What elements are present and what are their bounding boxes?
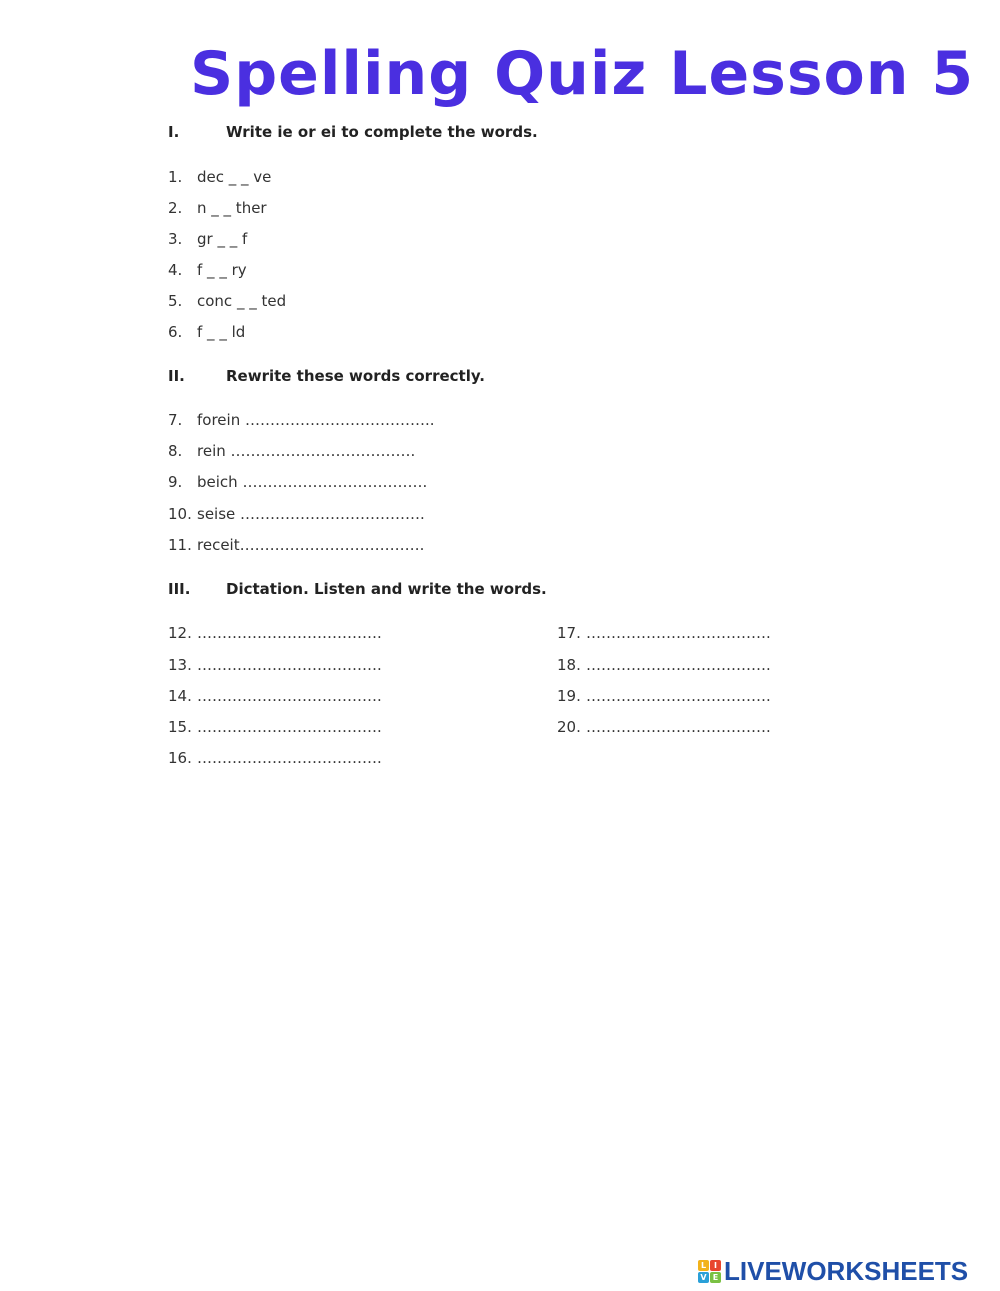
list-item[interactable]: 3. gr _ _ f (168, 230, 248, 248)
list-item[interactable]: 7. forein ……………………………….. (168, 411, 435, 429)
liveworksheets-logo[interactable] (698, 1256, 968, 1286)
list-item[interactable]: 15. ………………………………. (168, 718, 382, 736)
list-item[interactable]: 20. ………………………………. (557, 718, 771, 736)
list-item[interactable]: 13. ………………………………. (168, 656, 382, 674)
section-2-heading (168, 365, 485, 387)
list-item[interactable]: 4. f _ _ ry (168, 261, 247, 279)
list-item[interactable]: 1. dec _ _ ve (168, 168, 272, 186)
list-item[interactable]: 16. ………………………………. (168, 749, 382, 767)
section-instruction: Write ie or ei to complete the words. (226, 123, 538, 141)
list-item[interactable]: 11. receit………………………………. (168, 536, 425, 554)
list-item[interactable]: 14. ………………………………. (168, 687, 382, 705)
section-1-heading (168, 121, 538, 143)
list-item[interactable]: 2. n _ _ ther (168, 199, 267, 217)
list-item[interactable]: 9. beich ………………………………. (168, 473, 428, 491)
list-item[interactable]: 17. ………………………………. (557, 624, 771, 642)
section-number: II. (168, 367, 185, 385)
page-title: Spelling Quiz Lesson 5 (190, 39, 975, 109)
list-item[interactable]: 12. ………………………………. (168, 624, 382, 642)
logo-blocks-icon: L I V E (698, 1260, 721, 1283)
section-instruction: Dictation. Listen and write the words. (226, 580, 547, 598)
section-3-heading (168, 578, 547, 600)
list-item[interactable]: 19. ………………………………. (557, 687, 771, 705)
list-item[interactable]: 10. seise ………………………………. (168, 505, 425, 523)
list-item[interactable]: 18. ………………………………. (557, 656, 771, 674)
section-number: I. (168, 123, 180, 141)
section-instruction: Rewrite these words correctly. (226, 367, 485, 385)
list-item[interactable]: 5. conc _ _ ted (168, 292, 287, 310)
section-number: III. (168, 580, 191, 598)
list-item[interactable]: 8. rein ………………………………. (168, 442, 416, 460)
logo-text: LIVEWORKSHEETS (724, 1255, 969, 1286)
list-item[interactable]: 6. f _ _ ld (168, 323, 246, 341)
